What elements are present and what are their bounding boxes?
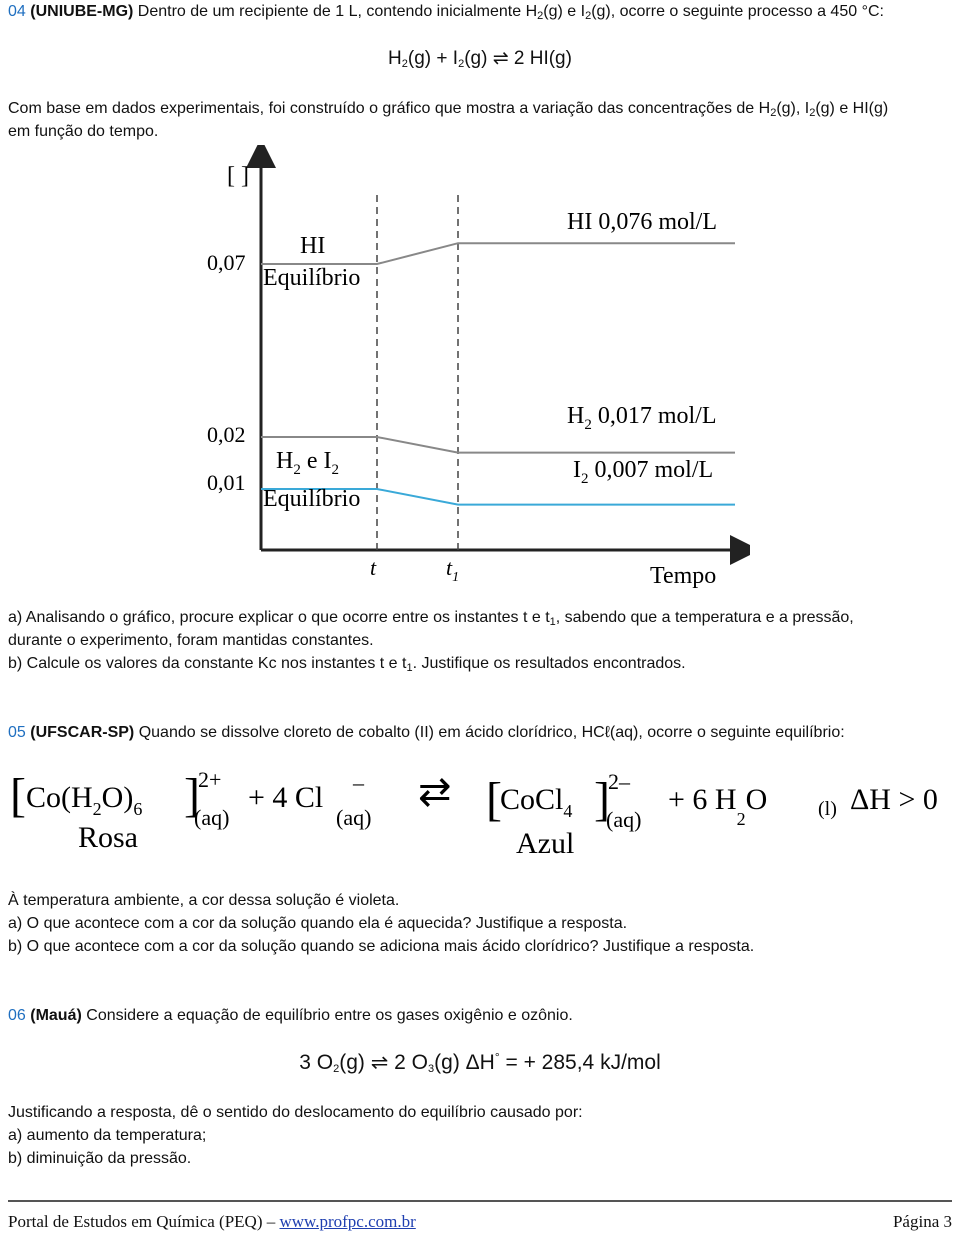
bracket-right-1: ] (184, 769, 200, 822)
reversible-arrow: ⇄ (418, 769, 452, 814)
q06-intro: Considere a equação de equilíbrio entre os gases oxigênio e ozônio. (86, 1007, 573, 1024)
charge-2plus: 2+ (198, 767, 222, 792)
liquid-state: (l) (818, 798, 837, 820)
q04-equation: $H_2(g) + I_2(g)$ ⇌ 2 HI(g) (388, 48, 572, 70)
cobalt-chloride: CoCl$_4$ (500, 783, 573, 821)
footer-link[interactable]: www.profpc.com.br (279, 1212, 416, 1231)
y-tick-0.07: 0,07 (207, 250, 246, 275)
q06-number: 06 (8, 1007, 26, 1024)
h2-final-label: $H_2$ 0,017 mol/L (567, 403, 717, 433)
q06-line3: b) diminuição da pressão. (8, 1150, 192, 1167)
q06-source: (Mauá) (30, 1007, 82, 1024)
aq-1: (aq) (194, 805, 230, 830)
series-hi-line (261, 243, 735, 264)
q05-number: 05 (8, 724, 26, 741)
bracket-left-2: [ (486, 773, 502, 826)
minus: – (353, 770, 364, 795)
q06-equation: 3 $O_2(g)$ ⇌ 2 $O_3(g) \Delta H^\circ$ = + 285,4 kJ/mol (299, 1050, 661, 1075)
q05-line2: a) O que acontece com a cor da solução quando ela é aquecida? Justifique a resposta. (8, 915, 628, 932)
water: + 6 $H_2O$ (668, 783, 768, 829)
q04-question-b: b) Calcule os valores da constante Kc nos instantes t e $t_1$. Justifique os resultados encontrados. (8, 655, 686, 674)
h2-i2-label: $H_2$ e $I_2$ (276, 448, 339, 478)
series-h2-line (261, 437, 735, 453)
y-tick-0.01: 0,01 (207, 470, 246, 495)
q05-line1: À temperatura ambiente, a cor dessa solução é violeta. (8, 892, 400, 909)
i2-final-label: $I_2$ 0,007 mol/L (573, 457, 714, 487)
y-axis-label: [ ] (227, 163, 249, 189)
q06-header (8, 1004, 952, 1027)
q04-question-a: a) Analisando o gráfico, procure explicar o que ocorre entre os instantes t e $t_1$, sabendo que a temperatura e a pressão, (8, 609, 854, 628)
q04-text-2: em função do tempo. (8, 123, 159, 140)
q04-source: (UNIUBE-MG) (30, 3, 134, 20)
y-tick-0.02: 0,02 (207, 422, 246, 447)
label-azul: Azul (516, 827, 575, 860)
q06-line2: a) aumento da temperatura; (8, 1127, 207, 1144)
page-number: Página 3 (892, 1212, 952, 1231)
hi-final-label: HI 0,076 mol/L (567, 209, 717, 235)
q05-source: (UFSCAR-SP) (30, 724, 135, 741)
charge-2minus: 2– (608, 769, 630, 794)
hi-eq-label: HI (300, 233, 326, 259)
q05-header (8, 721, 952, 744)
footer-text: Portal de Estudos em Química (PEQ) – (8, 1212, 280, 1231)
x-tick-t: t (370, 555, 377, 580)
hi-equilibrio-label: Equilíbrio (263, 265, 361, 291)
q04-intro: Dentro de um recipiente de 1 L, contendo inicialmente $H_2(g)$ e $I_2(g)$, ocorre o seguinte processo a 450 °C: (137, 3, 884, 22)
x-tick-t1: $t_1$ (446, 555, 460, 585)
h2-i2-equilibrio-label: Equilíbrio (263, 486, 361, 512)
chloride: + 4 Cl (248, 781, 324, 814)
q05-intro: Quando se dissolve cloreto de cobalto (II) em ácido clorídrico, HCℓ(aq), ocorre o seguinte equilíbrio: (138, 724, 845, 741)
page-footer (8, 1200, 952, 1232)
q04-header (8, 0, 952, 23)
q06-line1: Justificando a resposta, dê o sentido do deslocamento do equilíbrio causado por: (8, 1104, 583, 1121)
x-axis-label: Tempo (650, 563, 717, 589)
q05-line3: b) O que acontece com a cor da solução quando se adiciona mais ácido clorídrico? Justifique a resposta. (8, 938, 755, 955)
cobalt-complex: $Co(H_2O)_6$ (26, 781, 143, 819)
aq-3: (aq) (606, 807, 642, 832)
bracket-left-1: [ (10, 769, 26, 822)
cobalt-equilibrium-equation (8, 765, 956, 865)
aq-2: (aq) (336, 805, 372, 830)
label-rosa: Rosa (78, 821, 138, 854)
q04-text: Com base em dados experimentais, foi construído o gráfico que mostra a variação das concentrações de $H_2(g)$, $I_2(g)$ e HI(g) (8, 100, 889, 119)
q04-number: 04 (8, 3, 26, 20)
bracket-right-2: ] (594, 773, 610, 826)
concentration-chart (190, 145, 750, 593)
enthalpy: ΔH > 0 (850, 783, 938, 816)
q04-question-a-2: durante o experimento, foram mantidas constantes. (8, 632, 374, 649)
